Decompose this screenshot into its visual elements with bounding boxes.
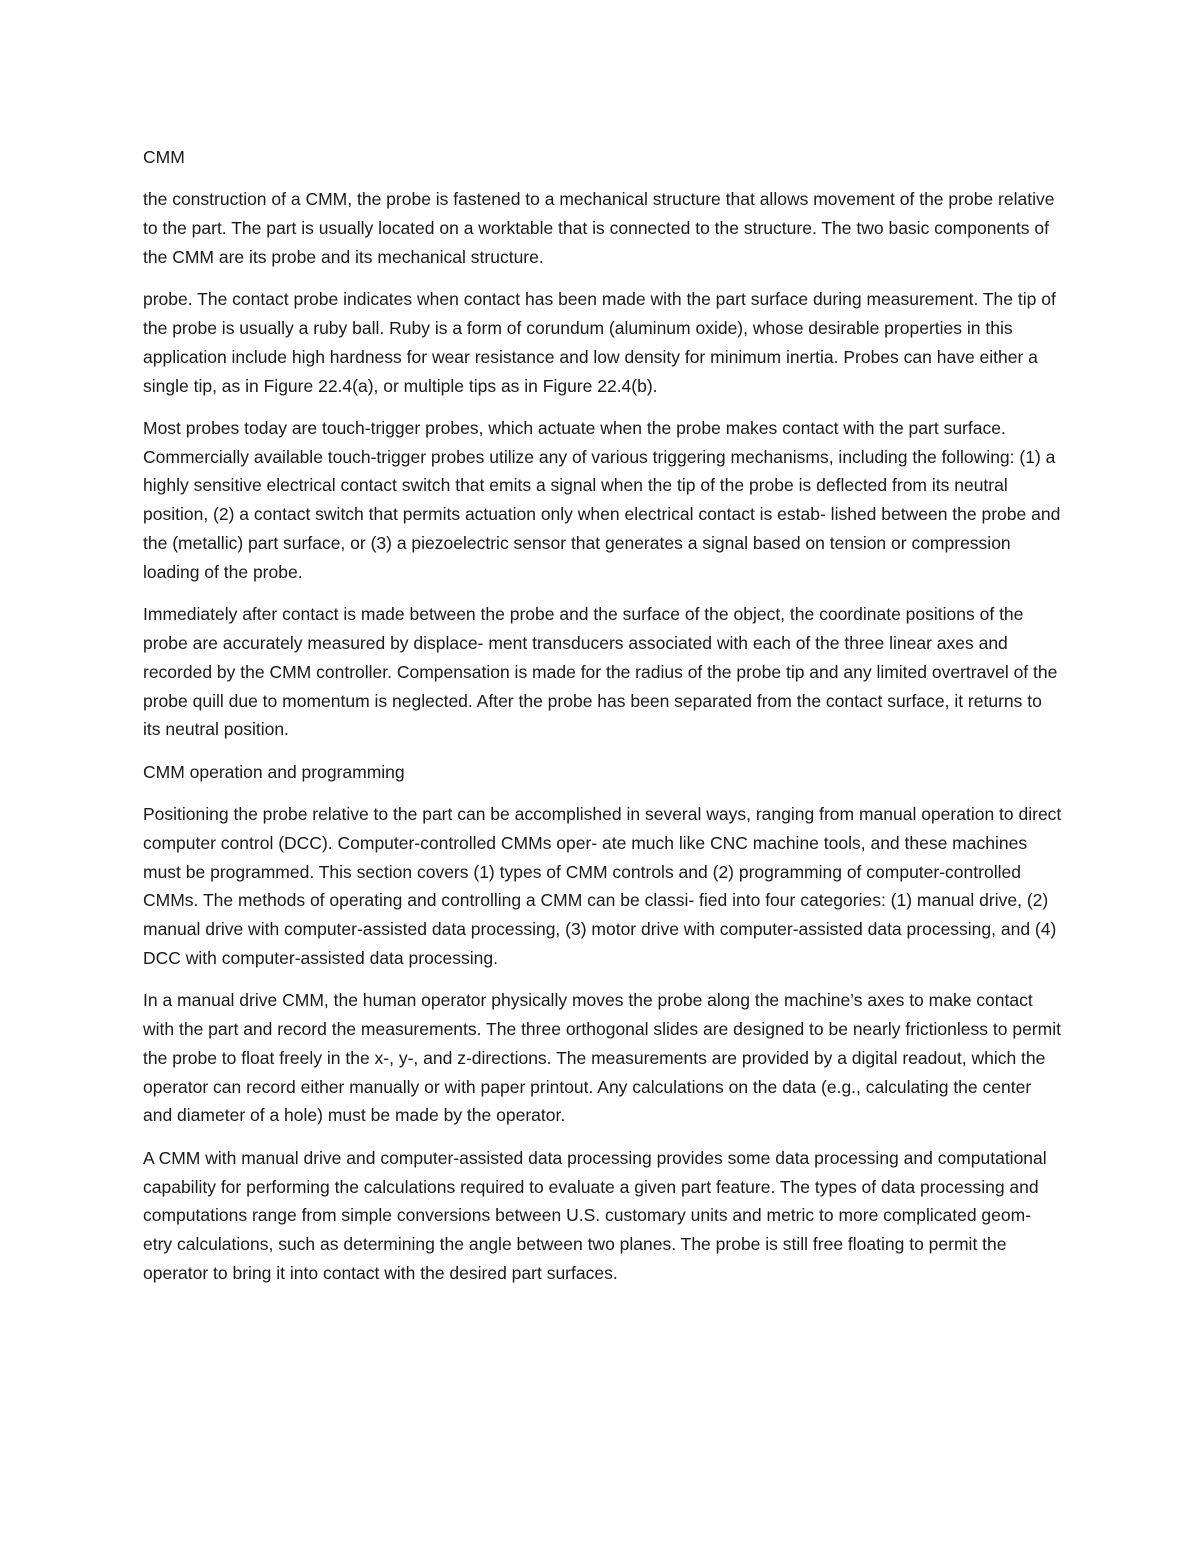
paragraph-touch-trigger: Most probes today are touch-trigger probes, which actuate when the probe makes contact with the part surface. Commercially available touch-trigger probes utilize any of various triggering mechanisms, including the following: (1) a highly sensitive electrical contact switch that emits a signal when the tip of the probe is deflected from its neutral position, (2) a contact switch that permits actuation only when electrical contact is estab- lished between the probe and the (metallic) part surface, or (3) a piezoelectric sensor that generates a signal based on tension or compression loading of the probe. <box>143 417 1061 582</box>
paragraph-positioning: Positioning the probe relative to the part can be accomplished in several ways, ranging from manual operation to direct computer control (DCC). Computer-controlled CMMs oper- ate much like CNC machine tools, and these machines must be programmed. This section covers (1) types of CMM controls and (2) programming of computer-controlled CMMs. The methods of operating and controlling a CMM can be classi- fied into four categories: (1) manual drive, (2) manual drive with computer-assisted data processing, (3) motor drive with computer-assisted data processing, and (4) DCC with computer-assisted data processing. <box>143 803 1062 968</box>
paragraph-coordinate-measurement: Immediately after contact is made between the probe and the surface of the object, the coordinate positions of the probe are accurately measured by displace- ment transducers associated with each of the three linear axes and recorded by the CMM controller. Compensation is made for the radius of the probe tip and any limited overtravel of the probe quill due to momentum is neglected. After the probe has been separated from the contact surface, it returns to its neutral position. <box>143 604 1058 740</box>
paragraph-computer-assisted: A CMM with manual drive and computer-assisted data processing provides some data processing and computational capability for performing the calculations required to evaluate a given part feature. The types of data processing and computations range from simple conversions between U.S. customary units and metric to more complicated geom- etry calculations, such as determining the angle between two planes. The probe is still free floating to permit the operator to bring it into contact with the desired part surfaces. <box>143 1147 1047 1283</box>
paragraph-manual-drive: In a manual drive CMM, the human operator physically moves the probe along the machine’s axes to make contact with the part and record the measurements. The three orthogonal slides are designed to be nearly frictionless to permit the probe to float freely in the x-, y-, and z-directions. The measurements are provided by a digital readout, which the operator can record either manually or with paper printout. Any calculations on the data (e.g., calculating the center and diameter of a hole) must be made by the operator. <box>143 990 1061 1126</box>
paragraph-construction: the construction of a CMM, the probe is fastened to a mechanical structure that allows movement of the probe relative to the part. The part is usually located on a worktable that is connected to the structure. The two basic components of the CMM are its probe and its mechanical structure. <box>143 189 1055 267</box>
document-title: CMM <box>143 147 185 167</box>
section-heading: CMM operation and programming <box>143 761 405 782</box>
document-page <box>143 143 1063 1301</box>
paragraph-probe: probe. The contact probe indicates when contact has been made with the part surface during measurement. The tip of the probe is usually a ruby ball. Ruby is a form of corundum (aluminum oxide), whose desirable properties in this application include high hardness for wear resistance and low density for minimum inertia. Probes can have either a single tip, as in Figure 22.4(a), or multiple tips as in Figure 22.4(b). <box>143 289 1056 396</box>
